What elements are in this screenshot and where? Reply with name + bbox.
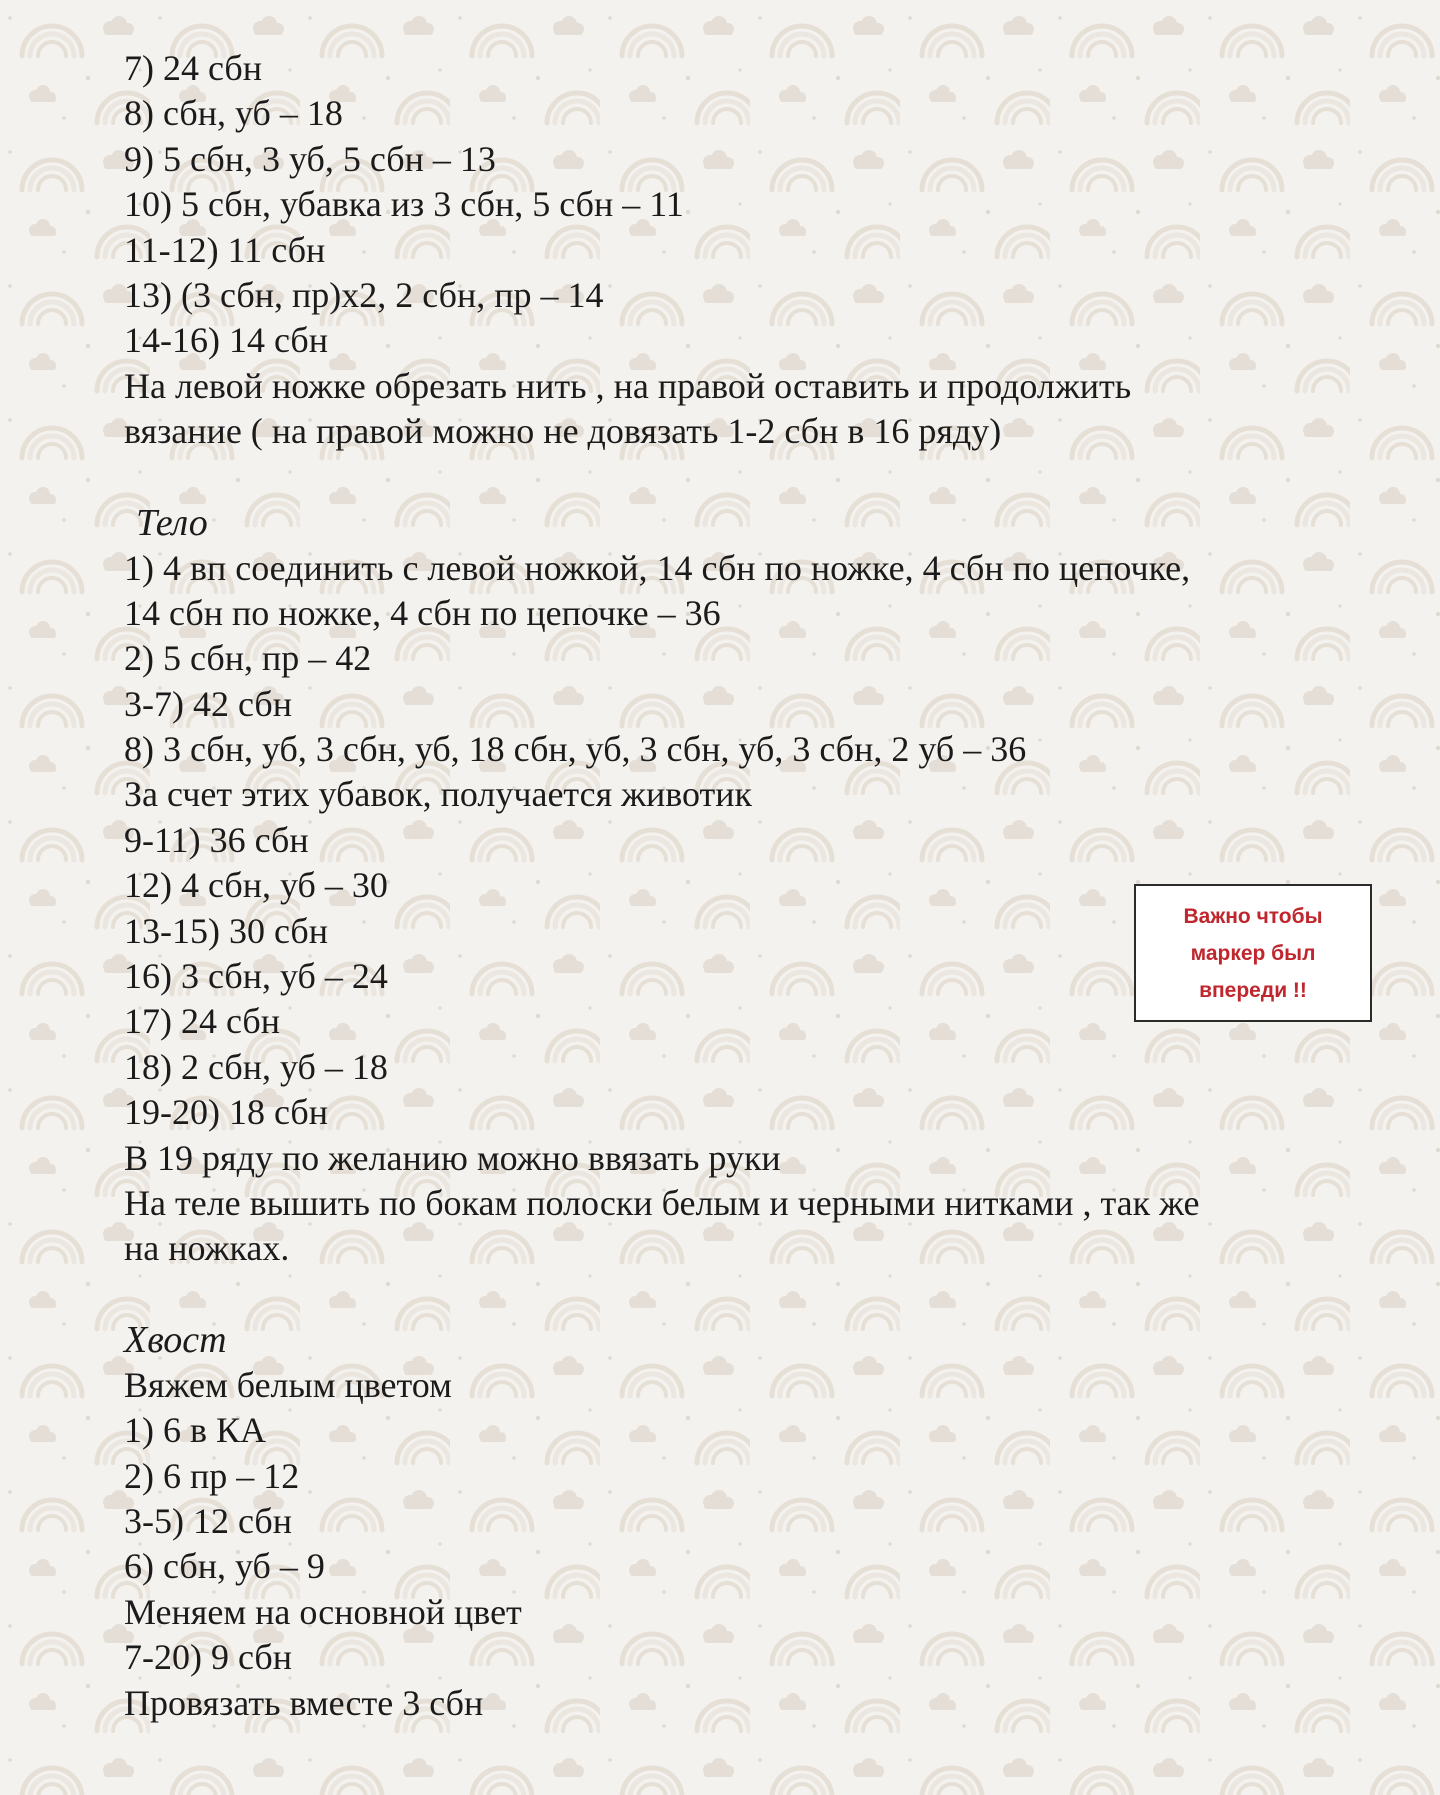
tail-section (124, 1318, 1324, 1726)
note-line: впереди !! (1199, 978, 1307, 1002)
text-line: 3-5) 12 сбн (124, 1500, 292, 1541)
text-line: 2) 6 пр – 12 (124, 1455, 300, 1496)
section-heading: Хвост (124, 1318, 227, 1361)
text-line: 1) 6 в КА (124, 1410, 266, 1451)
text-line: 7) 24 сбн (124, 48, 262, 88)
text-line: вязание ( на правой можно не довязать 1-2 сбн в 16 ряду) (124, 411, 1002, 452)
text-line: Меняем на основной цвет (124, 1591, 522, 1632)
text-line: 13) (3 сбн, пр)х2, 2 сбн, пр – 14 (124, 274, 604, 315)
spacer (124, 455, 1324, 501)
text-line: Вяжем белым цветом (124, 1364, 452, 1405)
text-line: 14-16) 14 сбн (124, 320, 328, 361)
text-line: На левой ножке обрезать нить , на правой оставить и продолжить (124, 365, 1132, 406)
section-heading: Тело (136, 501, 208, 544)
text-line: 12) 4 сбн, уб – 30 (124, 865, 388, 906)
marker-note-box (1134, 884, 1372, 1022)
text-line: 6) сбн, уб – 9 (124, 1546, 325, 1587)
spacer (124, 1272, 1324, 1318)
text-line: 10) 5 сбн, убавка из 3 сбн, 5 сбн – 11 (124, 184, 684, 225)
text-line: 7-20) 9 сбн (124, 1637, 292, 1678)
text-line: За счет этих убавок, получается животик (124, 774, 753, 815)
note-line: маркер был (1190, 941, 1316, 965)
text-line: 13-15) 30 сбн (124, 910, 328, 951)
text-line: 11-12) 11 сбн (124, 229, 326, 270)
text-line: 8) 3 сбн, уб, 3 сбн, уб, 18 сбн, уб, 3 сбн, уб, 3 сбн, 2 уб – 36 (124, 729, 1027, 770)
text-line: На теле вышить по бокам полоски белым и черными нитками , так же (124, 1182, 1200, 1223)
text-line: 18) 2 сбн, уб – 18 (124, 1046, 388, 1087)
text-line: 14 сбн по ножке, 4 сбн по цепочке – 36 (124, 592, 721, 633)
text-line: 3-7) 42 сбн (124, 683, 292, 724)
text-line: 8) сбн, уб – 18 (124, 93, 343, 134)
text-line: 16) 3 сбн, уб – 24 (124, 956, 388, 997)
text-line: В 19 ряду по желанию можно ввязать руки (124, 1137, 781, 1178)
text-line: 17) 24 сбн (124, 1001, 280, 1042)
text-line: 19-20) 18 сбн (124, 1092, 328, 1133)
text-line: Провязать вместе 3 сбн (124, 1682, 484, 1723)
text-line: на ножках. (124, 1228, 290, 1269)
text-line: 2) 5 сбн, пр – 42 (124, 638, 372, 679)
legs-section (124, 46, 1324, 455)
text-line: 1) 4 вп соединить с левой ножкой, 14 сбн по ножке, 4 сбн по цепочке, (124, 547, 1191, 588)
text-line: 9) 5 сбн, 3 уб, 5 сбн – 13 (124, 138, 496, 179)
note-line: Важно чтобы (1183, 904, 1323, 928)
text-line: 9-11) 36 сбн (124, 819, 309, 860)
